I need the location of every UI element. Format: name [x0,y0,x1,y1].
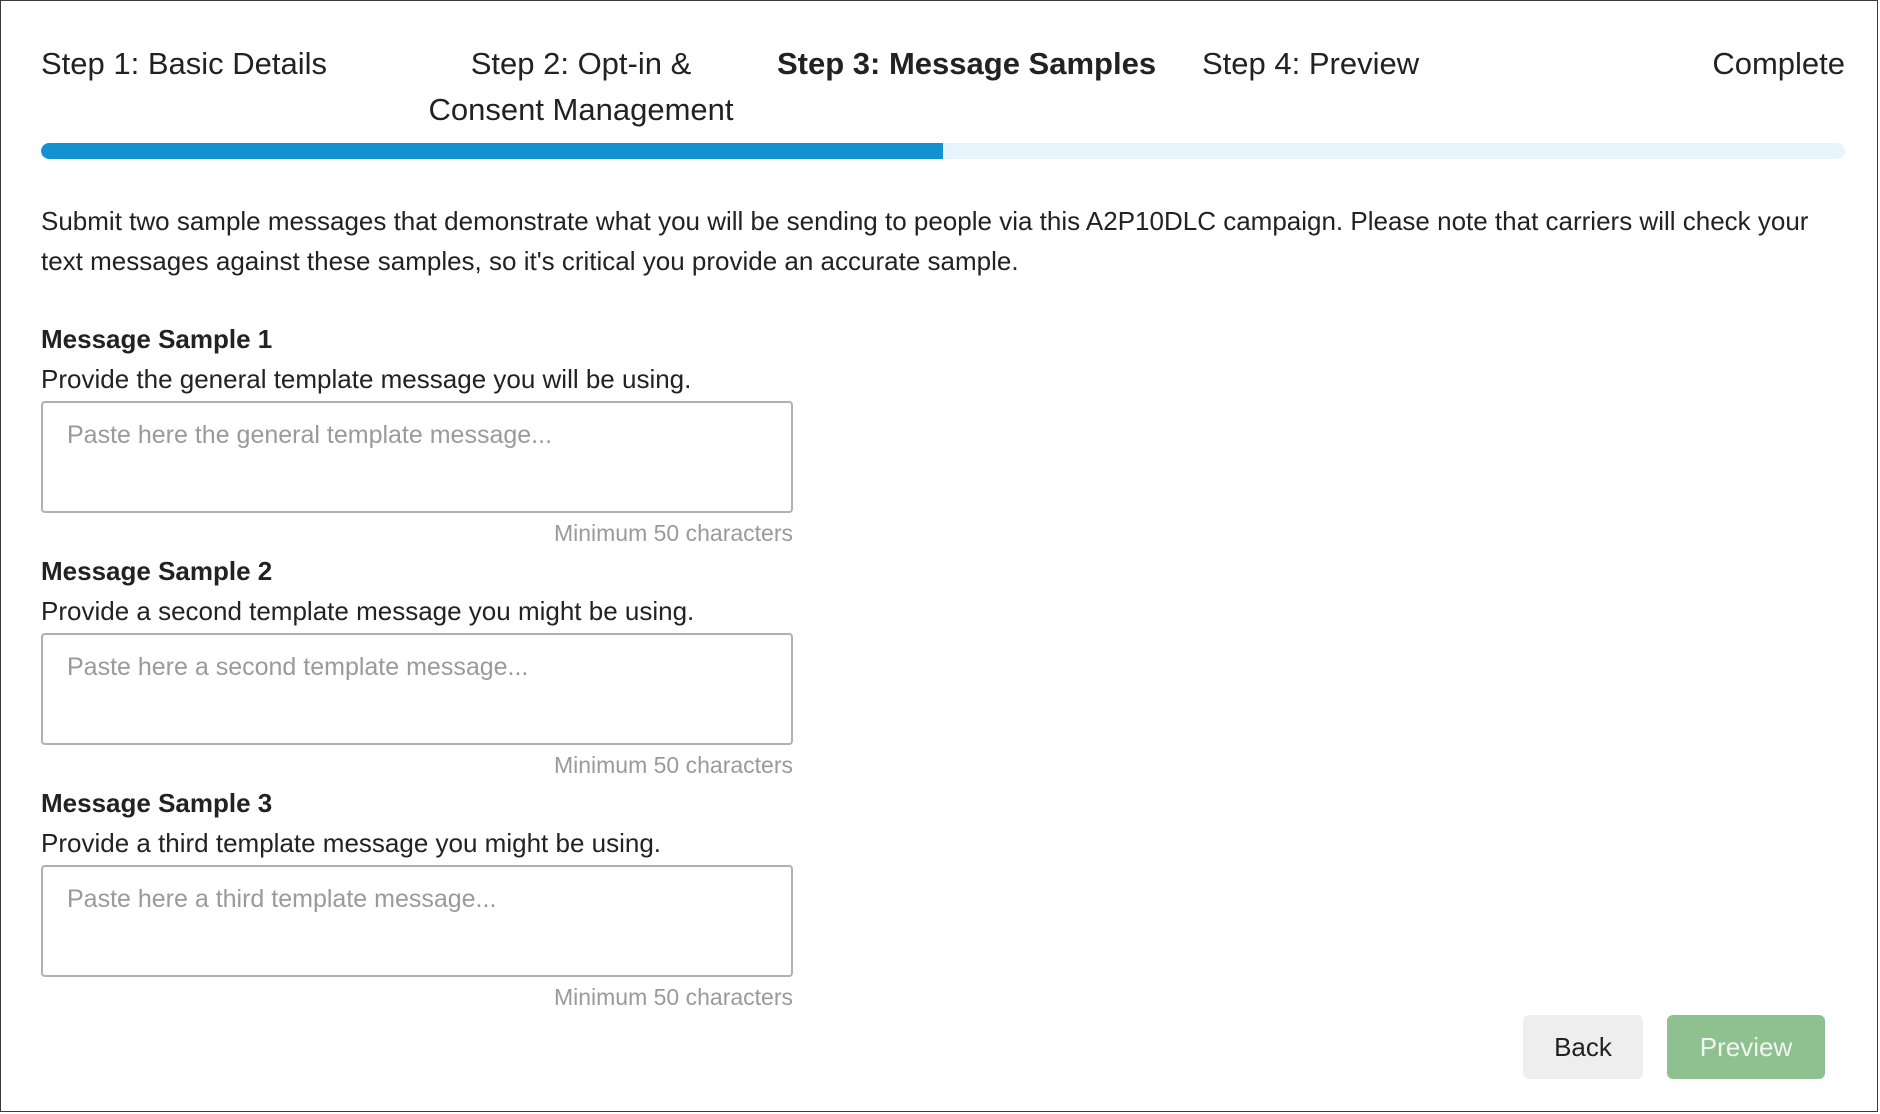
message-sample-3 [41,783,793,1017]
sample-description: Provide the general template message you will be using. [41,364,692,394]
wizard-progress-fill [41,143,943,159]
sample-title: Message Sample 1 [41,324,273,354]
sample-title: Message Sample 3 [41,788,273,818]
message-sample-1-input[interactable] [41,401,793,513]
back-button[interactable]: Back [1523,1015,1643,1079]
message-sample-2-input[interactable] [41,633,793,745]
wizard-progress-bar [41,143,1845,159]
step-preview[interactable]: Step 4: Preview [1202,46,1420,81]
step-complete[interactable]: Complete [1712,46,1845,81]
sample-description: Provide a second template message you might be using. [41,596,695,626]
step-message-samples[interactable]: Step 3: Message Samples [777,46,1157,81]
sample-hint: Minimum 50 characters [553,520,793,546]
sample-hint: Minimum 50 characters [553,984,793,1010]
message-sample-1 [41,319,793,553]
message-sample-2 [41,551,793,785]
message-sample-3-input[interactable] [41,865,793,977]
step-opt-in-consent[interactable]: Step 2: Opt-in & Consent Management [428,46,734,127]
sample-hint: Minimum 50 characters [553,752,793,778]
preview-button[interactable]: Preview [1667,1015,1825,1079]
intro-text: Submit two sample messages that demonstrate what you will be sending to people via this A2P10DLC campaign. Please note that carriers will check your text messages against these samples, so it's critical you provide an accurate sample. [41,206,1809,276]
step-basic-details[interactable]: Step 1: Basic Details [41,46,328,81]
sample-title: Message Sample 2 [41,556,273,586]
wizard-steps [41,41,1845,131]
sample-description: Provide a third template message you might be using. [41,828,662,858]
